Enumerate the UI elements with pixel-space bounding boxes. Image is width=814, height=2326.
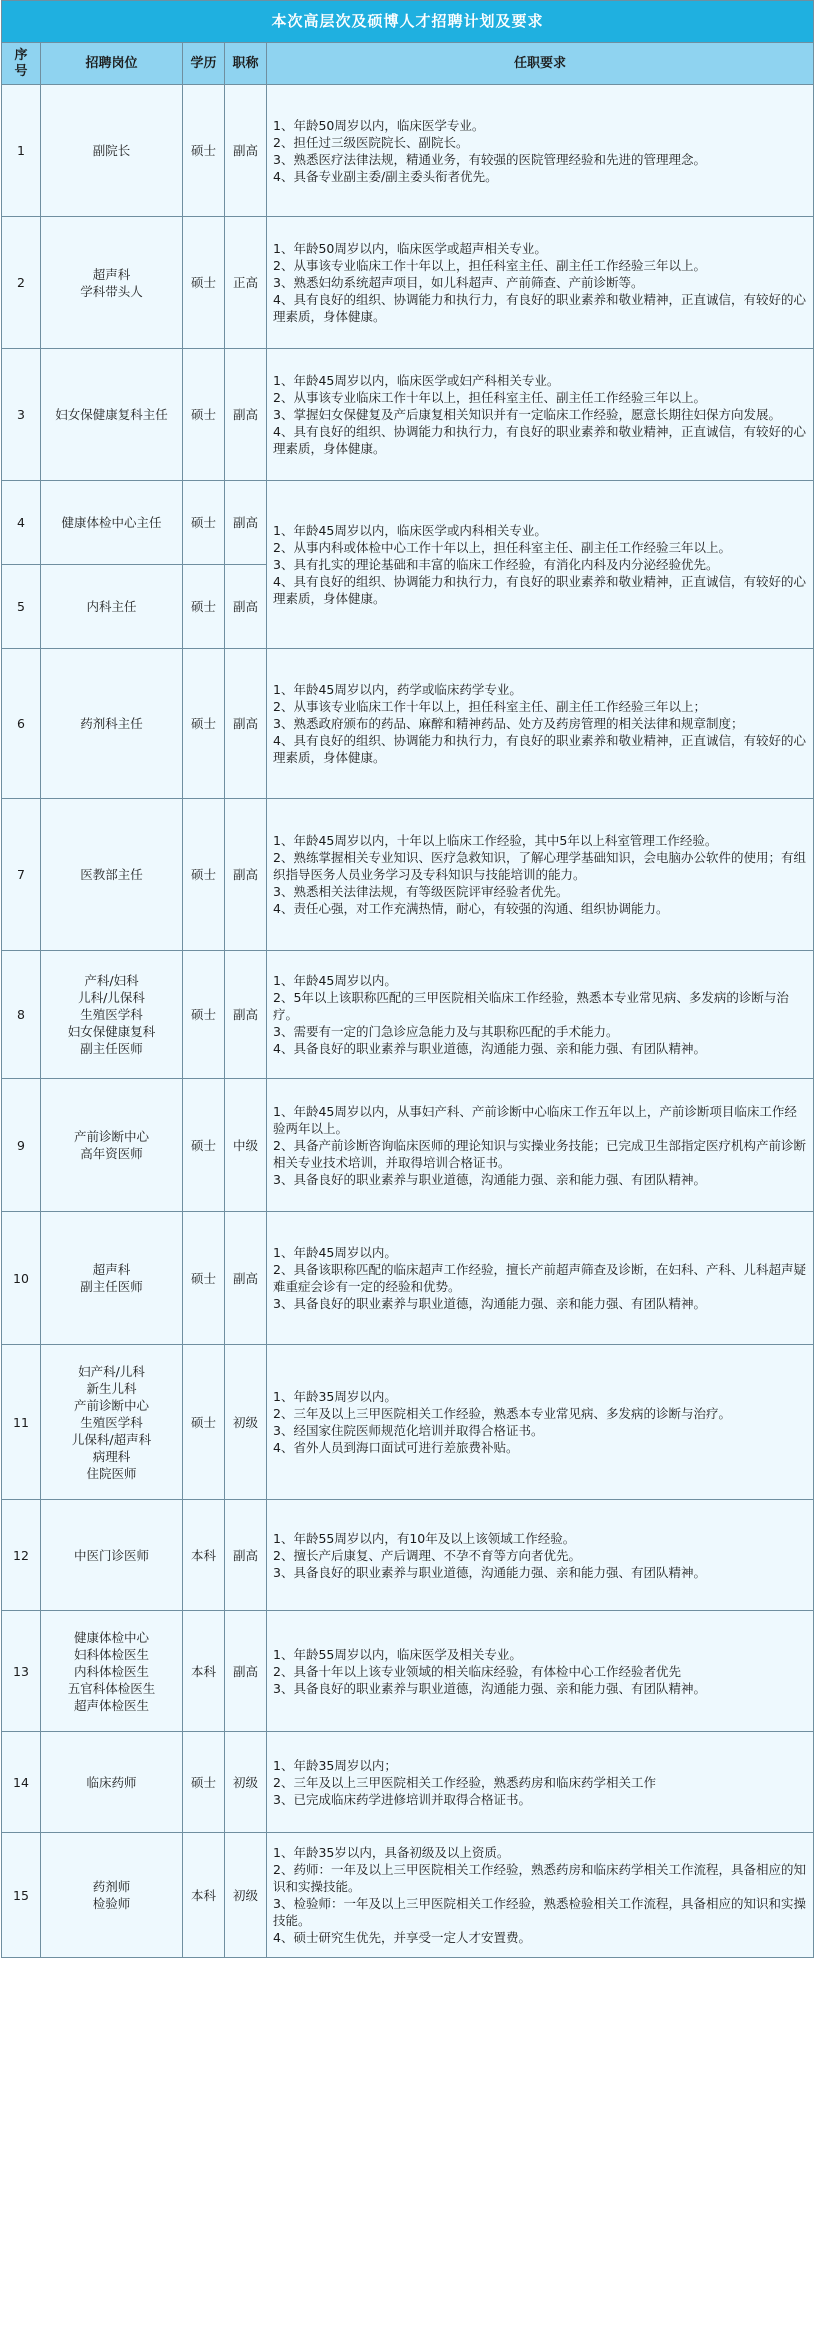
- row-degree: 硕士: [183, 217, 225, 349]
- requirement-line: 2、具备产前诊断咨询临床医师的理论知识与实操业务技能；已完成卫生部指定医疗机构产前诊断相关专业技术培训，并取得培训合格证书。: [273, 1137, 806, 1170]
- row-degree: 本科: [183, 1833, 225, 1958]
- row-rank: 副高: [225, 799, 267, 951]
- position-line: 健康体检中心: [73, 1629, 149, 1645]
- row-number: 6: [2, 649, 41, 799]
- row-position: [41, 799, 183, 951]
- requirement-line: 4、具备良好的职业素养与职业道德，沟通能力强、亲和能力强、有团队精神。: [273, 1041, 706, 1056]
- requirement-line: 1、年龄45周岁以内，十年以上临床工作经验，其中5年以上科室管理工作经验。: [273, 833, 718, 848]
- header-no: [2, 43, 41, 85]
- row-requirements: [267, 217, 814, 349]
- requirement-line: 1、年龄45周岁以内，药学或临床药学专业。: [273, 682, 522, 697]
- row-requirements: [267, 649, 814, 799]
- row-number: 11: [2, 1345, 41, 1500]
- requirement-line: 3、具备良好的职业素养与职业道德，沟通能力强、亲和能力强、有团队精神。: [273, 1296, 706, 1311]
- row-rank: 初级: [225, 1833, 267, 1958]
- requirement-line: 3、具有扎实的理论基础和丰富的临床工作经验，有消化内科及内分泌经验优先。: [273, 557, 719, 572]
- row-position: [41, 1079, 183, 1212]
- row-rank: 副高: [225, 1500, 267, 1611]
- requirement-line: 4、具备专业副主委/副主委头衔者优先。: [273, 168, 498, 184]
- row-requirements: [267, 1833, 814, 1958]
- row-requirements: [267, 799, 814, 951]
- header-position: 招聘岗位: [41, 43, 183, 85]
- position-line: 副主任医师: [80, 1279, 143, 1294]
- requirement-line: 3、已完成临床药学进修培训并取得合格证书。: [273, 1791, 531, 1807]
- table-row: [2, 1212, 814, 1345]
- table-row: [2, 1611, 814, 1732]
- requirement-line: 2、具备该职称匹配的临床超声工作经验，擅长产前超声筛查及诊断，在妇科、产科、儿科超声疑难重症会诊有一定的经验和优势。: [273, 1262, 806, 1294]
- requirement-line: 1、年龄45周岁以内。: [273, 973, 397, 988]
- row-degree: 硕士: [183, 1732, 225, 1833]
- row-degree: 硕士: [183, 649, 225, 799]
- requirement-line: 3、熟悉妇幼系统超声项目，如儿科超声、产前筛查、产前诊断等。: [273, 275, 644, 290]
- row-degree: 硕士: [183, 799, 225, 951]
- requirement-line: 3、经国家住院医师规范化培训并取得合格证书。: [273, 1423, 544, 1438]
- row-degree: 本科: [183, 1500, 225, 1611]
- row-requirements: [267, 951, 814, 1079]
- requirement-line: 1、年龄50周岁以内，临床医学专业。: [273, 117, 485, 133]
- row-degree: 本科: [183, 1611, 225, 1732]
- position-line: 副院长: [92, 143, 131, 158]
- row-requirements: [267, 481, 814, 649]
- position-line: 妇女保健康复科主任: [55, 407, 168, 422]
- table-row: [2, 1732, 814, 1833]
- row-requirements: [267, 1079, 814, 1212]
- header-degree: 学历: [183, 43, 225, 85]
- requirement-line: 2、药师：一年及以上三甲医院相关工作经验，熟悉药房和临床药学相关工作流程，具备相应的知识和实操技能。: [273, 1862, 806, 1894]
- row-number: 2: [2, 217, 41, 349]
- requirement-line: 2、擅长产后康复、产后调理、不孕不育等方向者优先。: [273, 1547, 581, 1563]
- row-requirements: [267, 1611, 814, 1732]
- requirement-line: 1、年龄45周岁以内，从事妇产科、产前诊断中心临床工作五年以上，产前诊断项目临床工作经验两年以上。: [273, 1103, 797, 1136]
- row-number: 9: [2, 1079, 41, 1212]
- position-line: 儿保科/超声科: [71, 1431, 152, 1447]
- row-degree: 硕士: [183, 951, 225, 1079]
- position-line: 副主任医师: [80, 1041, 143, 1056]
- requirement-line: 3、具备良好的职业素养与职业道德，沟通能力强、亲和能力强、有团队精神。: [273, 1171, 706, 1187]
- table-row: [2, 481, 814, 565]
- position-line: 检验师: [92, 1896, 131, 1911]
- row-requirements: [267, 349, 814, 481]
- requirement-line: 1、年龄35周岁以内；: [273, 1757, 397, 1773]
- row-position: [41, 1833, 183, 1958]
- requirement-line: 1、年龄45周岁以内。: [273, 1245, 397, 1260]
- row-requirements: [267, 1732, 814, 1833]
- requirement-line: 2、三年及以上三甲医院相关工作经验，熟悉本专业常见病、多发病的诊断与治疗。: [273, 1406, 731, 1421]
- table-row: [2, 951, 814, 1079]
- row-degree: 硕士: [183, 1212, 225, 1345]
- position-line: 妇科体检医生: [73, 1646, 149, 1662]
- table-row: [2, 217, 814, 349]
- position-line: 产科/妇科: [84, 973, 139, 988]
- position-line: 中医门诊医师: [73, 1547, 149, 1563]
- table-row: [2, 1345, 814, 1500]
- row-number: 12: [2, 1500, 41, 1611]
- recruitment-table: [1, 0, 814, 1958]
- position-line: 五官科体检医生: [67, 1680, 156, 1696]
- row-requirements: [267, 1500, 814, 1611]
- row-rank: 正高: [225, 217, 267, 349]
- row-position: [41, 349, 183, 481]
- row-degree: 硕士: [183, 85, 225, 217]
- row-position: [41, 481, 183, 565]
- position-line: 高年资医师: [80, 1146, 143, 1161]
- row-number: 15: [2, 1833, 41, 1958]
- position-line: 妇产科/儿科: [78, 1363, 145, 1379]
- row-position: [41, 85, 183, 217]
- position-line: 生殖医学科: [80, 1414, 143, 1430]
- header-no-text: 序号: [14, 47, 28, 79]
- requirement-line: 2、从事该专业临床工作十年以上，担任科室主任、副主任工作经验三年以上。: [273, 258, 706, 273]
- position-line: 产前诊断中心: [73, 1129, 149, 1144]
- row-rank: 副高: [225, 951, 267, 1079]
- requirement-line: 4、省外人员到海口面试可进行差旅费补贴。: [273, 1440, 519, 1455]
- position-line: 医教部主任: [80, 867, 143, 882]
- position-line: 健康体检中心主任: [61, 515, 162, 530]
- row-number: 7: [2, 799, 41, 951]
- row-number: 5: [2, 565, 41, 649]
- row-position: [41, 1345, 183, 1500]
- row-position: [41, 1500, 183, 1611]
- table-row: [2, 1079, 814, 1212]
- row-position: [41, 951, 183, 1079]
- requirement-line: 2、从事该专业临床工作十年以上，担任科室主任、副主任工作经验三年以上。: [273, 390, 706, 405]
- requirement-line: 2、5年以上该职称匹配的三甲医院相关临床工作经验，熟悉本专业常见病、多发病的诊断与治疗。: [273, 990, 789, 1022]
- row-number: 8: [2, 951, 41, 1079]
- requirement-line: 3、熟悉相关法律法规，有等级医院评审经验者优先。: [273, 884, 569, 899]
- requirement-line: 3、熟悉政府颁布的药品、麻醉和精神药品、处方及药房管理的相关法律和规章制度；: [273, 716, 744, 731]
- table-row: [2, 1833, 814, 1958]
- position-line: 超声科: [92, 266, 131, 282]
- position-line: 住院医师: [86, 1465, 137, 1481]
- table-row: [2, 85, 814, 217]
- position-line: 临床药师: [86, 1774, 137, 1790]
- requirement-line: 1、年龄45周岁以内，临床医学或内科相关专业。: [273, 523, 547, 538]
- header-rank: 职称: [225, 43, 267, 85]
- row-position: [41, 1611, 183, 1732]
- row-position: [41, 217, 183, 349]
- position-line: 内科体检医生: [73, 1663, 149, 1679]
- requirement-line: 1、年龄45周岁以内，临床医学或妇产科相关专业。: [273, 373, 560, 388]
- requirement-line: 4、硕士研究生优先，并享受一定人才安置费。: [273, 1930, 531, 1945]
- position-line: 内科主任: [86, 599, 137, 614]
- table-row: [2, 649, 814, 799]
- row-degree: 硕士: [183, 481, 225, 565]
- position-line: 超声体检医生: [73, 1697, 149, 1713]
- requirement-line: 4、具有良好的组织、协调能力和执行力，有良好的职业素养和敬业精神，正直诚信，有较好的心理素质，身体健康。: [273, 733, 806, 765]
- position-line: 妇女保健康复科: [67, 1024, 156, 1039]
- row-rank: 副高: [225, 85, 267, 217]
- row-degree: 硕士: [183, 349, 225, 481]
- requirement-line: 4、具有良好的组织、协调能力和执行力，有良好的职业素养和敬业精神，正直诚信，有较好的心理素质，身体健康。: [273, 574, 806, 606]
- row-number: 13: [2, 1611, 41, 1732]
- row-degree: 硕士: [183, 1079, 225, 1212]
- requirement-line: 4、具有良好的组织、协调能力和执行力，有良好的职业素养和敬业精神，正直诚信，有较好的心理素质，身体健康。: [273, 424, 806, 456]
- header-requirements: 任职要求: [267, 43, 814, 85]
- row-requirements: [267, 1212, 814, 1345]
- table-body: [2, 85, 814, 1958]
- requirement-line: 3、检验师：一年及以上三甲医院相关工作经验，熟悉检验相关工作流程，具备相应的知识和实操技能。: [273, 1896, 806, 1928]
- requirement-line: 3、具备良好的职业素养与职业道德，沟通能力强、亲和能力强、有团队精神。: [273, 1564, 706, 1580]
- row-rank: 副高: [225, 349, 267, 481]
- row-rank: 中级: [225, 1079, 267, 1212]
- row-number: 1: [2, 85, 41, 217]
- position-line: 超声科: [92, 1262, 131, 1277]
- row-rank: 副高: [225, 649, 267, 799]
- row-degree: 硕士: [183, 565, 225, 649]
- row-position: [41, 649, 183, 799]
- requirement-line: 2、三年及以上三甲医院相关工作经验，熟悉药房和临床药学相关工作: [273, 1774, 656, 1790]
- requirement-line: 2、从事内科或体检中心工作十年以上，担任科室主任、副主任工作经验三年以上。: [273, 540, 731, 555]
- requirement-line: 3、需要有一定的门急诊应急能力及与其职称匹配的手术能力。: [273, 1024, 619, 1039]
- requirement-line: 4、责任心强，对工作充满热情，耐心，有较强的沟通、组织协调能力。: [273, 901, 669, 916]
- table-title: 本次高层次及硕博人才招聘计划及要求: [2, 1, 814, 43]
- row-rank: 副高: [225, 1611, 267, 1732]
- row-requirements: [267, 85, 814, 217]
- table-row: [2, 799, 814, 951]
- requirement-line: 2、担任过三级医院院长、副院长。: [273, 134, 469, 150]
- position-line: 病理科: [92, 1448, 131, 1464]
- position-line: 新生儿科: [86, 1380, 137, 1396]
- requirement-line: 3、掌握妇女保健复及产后康复相关知识并有一定临床工作经验，愿意长期往妇保方向发展。: [273, 407, 781, 422]
- requirement-line: 1、年龄55周岁以内，有10年及以上该领域工作经验。: [273, 1530, 576, 1546]
- row-number: 14: [2, 1732, 41, 1833]
- requirement-line: 1、年龄55周岁以内，临床医学及相关专业。: [273, 1646, 522, 1662]
- row-position: [41, 1732, 183, 1833]
- requirement-line: 1、年龄35周岁以内。: [273, 1389, 397, 1404]
- row-requirements: [267, 1345, 814, 1500]
- requirement-line: 2、具备十年以上该专业领域的相关临床经验，有体检中心工作经验者优先: [273, 1663, 681, 1679]
- position-line: 儿科/儿保科: [78, 990, 145, 1005]
- row-number: 10: [2, 1212, 41, 1345]
- row-degree: 硕士: [183, 1345, 225, 1500]
- requirement-line: 3、具备良好的职业素养与职业道德，沟通能力强、亲和能力强、有团队精神。: [273, 1680, 706, 1696]
- position-line: 生殖医学科: [80, 1007, 143, 1022]
- position-line: 药剂科主任: [80, 716, 143, 731]
- position-line: 产前诊断中心: [73, 1397, 149, 1413]
- row-number: 3: [2, 349, 41, 481]
- row-rank: 初级: [225, 1345, 267, 1500]
- row-position: [41, 1212, 183, 1345]
- row-rank: 副高: [225, 481, 267, 565]
- table-row: [2, 1500, 814, 1611]
- row-number: 4: [2, 481, 41, 565]
- row-rank: 副高: [225, 1212, 267, 1345]
- table-row: [2, 349, 814, 481]
- row-rank: 副高: [225, 565, 267, 649]
- position-line: 药剂师: [92, 1879, 131, 1894]
- requirement-line: 3、熟悉医疗法律法规，精通业务，有较强的医院管理经验和先进的管理理念。: [273, 151, 706, 167]
- requirement-line: 4、具有良好的组织、协调能力和执行力，有良好的职业素养和敬业精神，正直诚信，有较好的心理素质，身体健康。: [273, 292, 806, 324]
- requirement-line: 1、年龄50周岁以内，临床医学或超声相关专业。: [273, 241, 547, 256]
- position-line: 学科带头人: [80, 283, 143, 299]
- requirement-line: 2、熟练掌握相关专业知识、医疗急救知识，了解心理学基础知识，会电脑办公软件的使用；有组织指导医务人员业务学习及专科知识与技能培训的能力。: [273, 850, 806, 882]
- requirement-line: 2、从事该专业临床工作十年以上，担任科室主任、副主任工作经验三年以上；: [273, 699, 706, 714]
- row-position: [41, 565, 183, 649]
- requirement-line: 1、年龄35岁以内，具备初级及以上资质。: [273, 1845, 510, 1860]
- header-row: [2, 43, 814, 85]
- row-rank: 初级: [225, 1732, 267, 1833]
